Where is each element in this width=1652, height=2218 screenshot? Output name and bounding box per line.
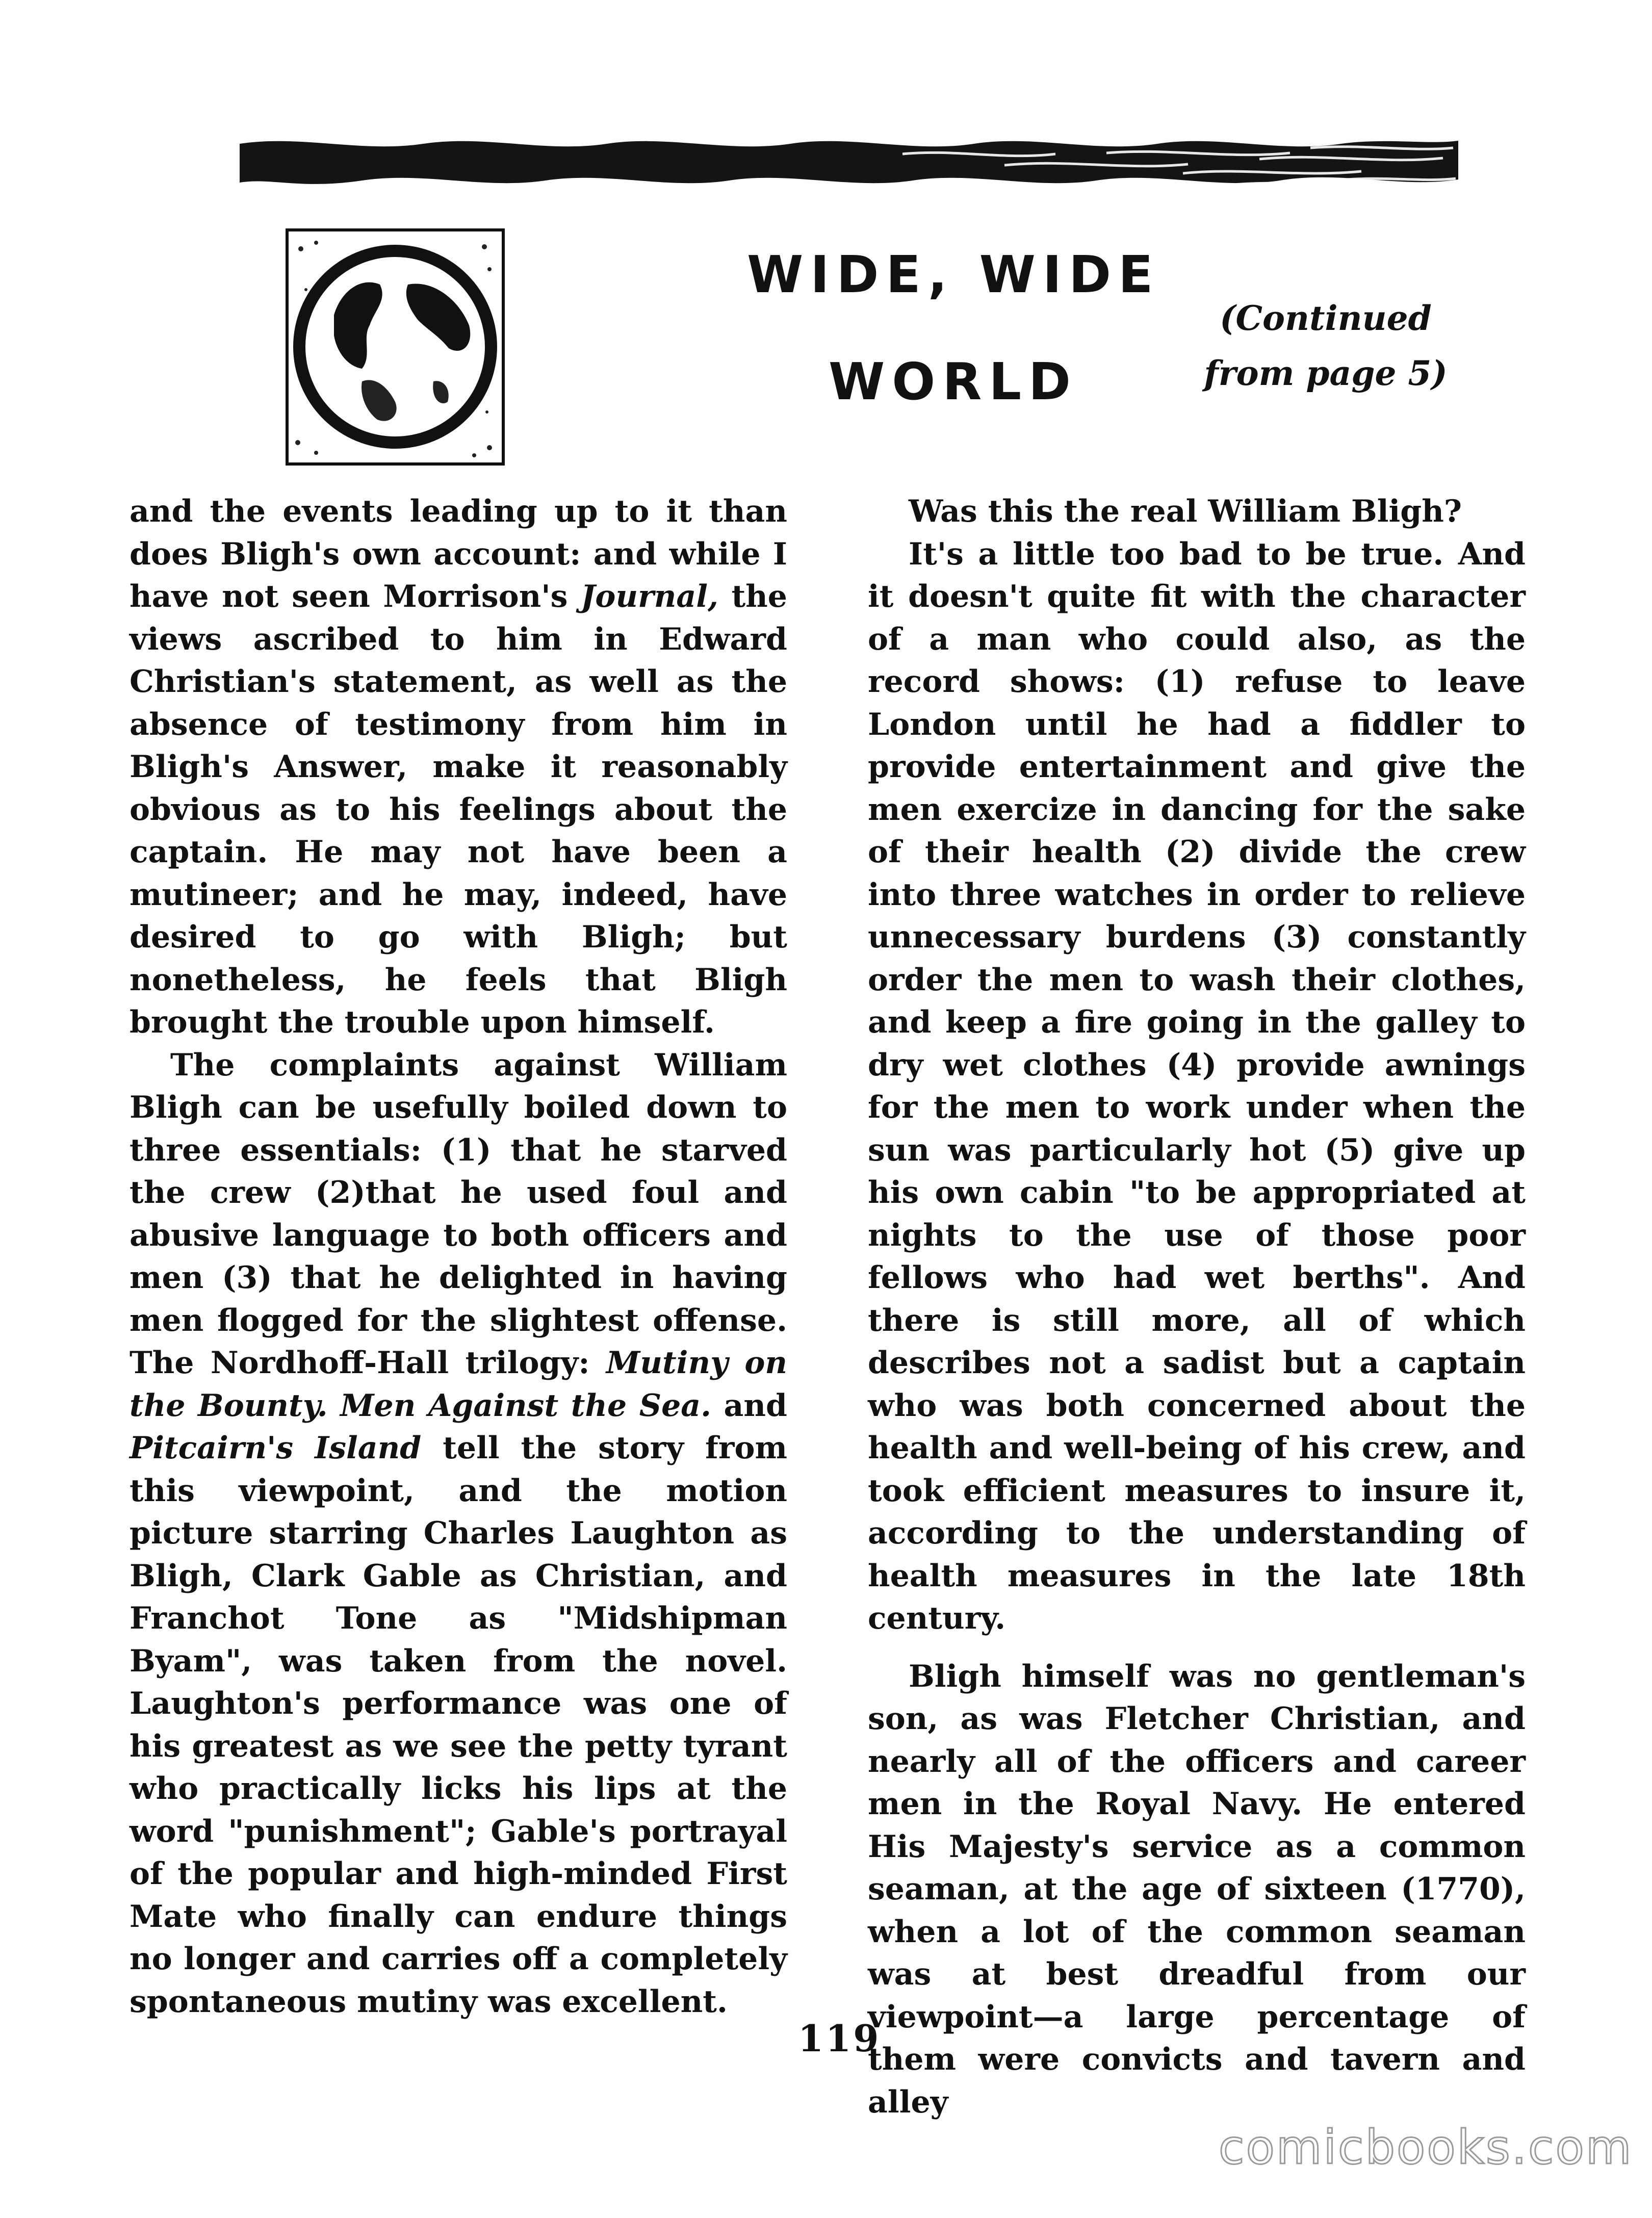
italic-title: Mutiny on the Bounty. Men Against the Sea. [130, 1345, 787, 1424]
text-run: The complaints against William Bligh can be usefully boiled down to three essentials: (1) that he starved the crew (2)that he used foul and abusive language to both officers and men (3) that he delighted in having men flogged for the slightest offense. The Nordhoff-Hall trilogy: [130, 1047, 787, 1381]
wave-banner-icon [240, 134, 1458, 194]
continued-line-1: (Continued [1220, 298, 1432, 338]
text-run: tell the story from this viewpoint, and the motion picture starring Charles Laughton as Bligh, Clark Gable as Christian, and Franchot Tone as "Midshipman Byam", was taken from the novel. Laughton's performance was one of his greatest as we see the petty tyrant who practically licks his lips at the word "punishment"; Gable's portrayal of the popular and high-minded First Mate who finally can endure things no longer and carries off a completely spontaneous mutiny was excellent. [130, 1430, 787, 2020]
article-title-line-1: WIDE, WIDE [747, 245, 1160, 304]
paragraph: It's a little too bad to be true. And it doesn't quite fit with the character of a man who could also, as the record shows: (1) refuse to leave London until he had a fiddler to provide entertainment and give the men exercize in dancing for the sake of their health (2) divide the crew into three watches in order to relieve unnecessary burdens (3) constantly order the men to wash their clothes, and keep a fire going in the galley to dry wet clothes (4) provide awnings for the men to work under when the sun was particularly hot (5) give up his own cabin "to be appropriated at nights to the use of those poor fellows who had wet berths". And there is still more, all of which describes not a sadist but a captain who was both concerned about the health and well-being of his crew, and took efficient measures to insure it, according to the understanding of health measures in the late 18th century. [868, 536, 1526, 1636]
text-run: and the events leading up to it than does Bligh's own account: and while I have not seen Morrison's [130, 494, 787, 614]
paragraph: Was this the real William Bligh? [909, 494, 1462, 529]
left-column [130, 491, 787, 2023]
continued-line-2: from page 5) [1204, 353, 1448, 393]
right-column [868, 491, 1526, 2124]
italic-title: Journal, [581, 579, 718, 614]
paragraph: Bligh himself was no gentleman's son, as was Fletcher Christian, and nearly all of the officers and career men in the Royal Navy. He entered His Majesty's service as a common seaman, at the age of sixteen (1770), when a lot of the common seaman was at best dreadful from our viewpoint—a large percentage of them were convicts and tavern and alley [868, 1658, 1526, 2120]
paragraph [130, 491, 787, 1044]
text-run: the views ascribed to him in Edward Christian's statement, as well as the absence of testimony from him in Bligh's Answer, make it reasonably obvious as to his feelings about the captain. He may not have been a mutineer; and he may, indeed, have desired to go with Bligh; but nonetheless, he feels that Bligh brought the trouble upon himself. [130, 579, 787, 1040]
page-number: 119 [798, 2017, 881, 2060]
italic-title: Pitcairn's Island [130, 1430, 422, 1466]
paragraph [130, 1044, 787, 2024]
watermark: comicbooks.com [1219, 2120, 1633, 2175]
text-run: and [711, 1387, 787, 1424]
globe-icon [286, 228, 505, 466]
article-title-line-2: WORLD [829, 352, 1078, 411]
continued-note [1183, 291, 1468, 401]
